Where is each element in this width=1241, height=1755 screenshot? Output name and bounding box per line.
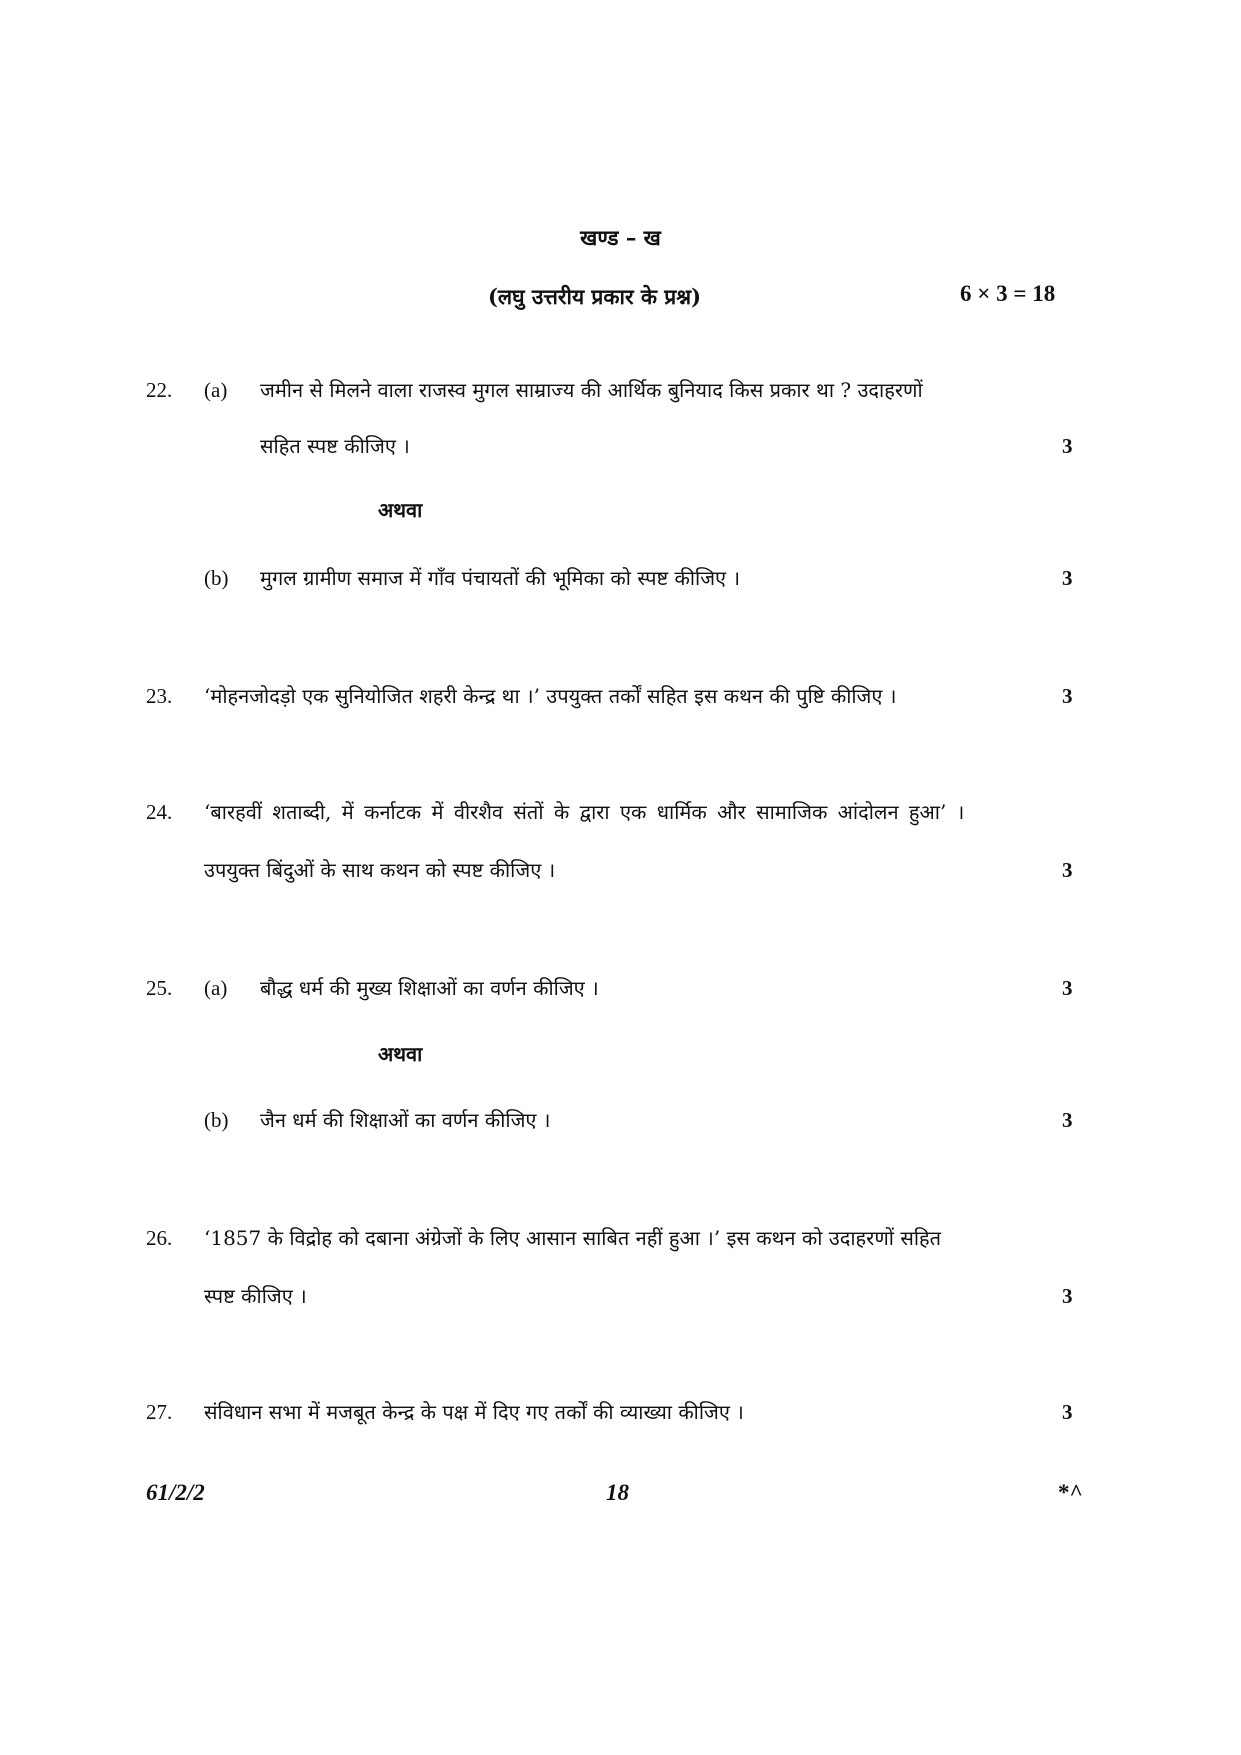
question-number: 23. xyxy=(146,684,173,708)
question-marks: 3 xyxy=(1062,434,1073,458)
question-text-line: जैन धर्म की शिक्षाओं का वर्णन कीजिए । xyxy=(260,1108,551,1132)
question-number: 25. xyxy=(146,976,173,1000)
question-marks: 3 xyxy=(1062,1108,1073,1132)
section-subtitle: (लघु उत्तरीय प्रकार के प्रश्न) xyxy=(488,284,702,309)
question-text-line: जमीन से मिलने वाला राजस्व मुगल साम्राज्य की आर्थिक बुनियाद किस प्रकार था ? उदाहरणों xyxy=(260,378,923,402)
question-marks: 3 xyxy=(1062,1284,1073,1308)
question-text-line: बौद्ध धर्म की मुख्य शिक्षाओं का वर्णन कीजिए । xyxy=(260,976,599,1000)
section-title: खण्ड – ख xyxy=(580,225,661,250)
question-part-label: (b) xyxy=(204,1108,229,1132)
question-marks: 3 xyxy=(1062,1400,1073,1424)
page-number: 18 xyxy=(606,1480,629,1505)
or-label: अथवा xyxy=(378,1042,423,1066)
question-number: 22. xyxy=(146,378,173,402)
question-marks: 3 xyxy=(1062,976,1073,1000)
paper-code: 61/2/2 xyxy=(146,1480,205,1505)
question-number: 27. xyxy=(146,1400,173,1424)
question-text-line: उपयुक्त बिंदुओं के साथ कथन को स्पष्ट कीजिए । xyxy=(204,858,556,882)
question-part-label: (b) xyxy=(204,566,229,590)
question-text-line: सहित स्पष्ट कीजिए । xyxy=(260,434,410,458)
question-number: 24. xyxy=(146,800,173,824)
question-text-line: ‘1857 के विद्रोह को दबाना अंग्रेजों के लिए आसान साबित नहीं हुआ ।’ इस कथन को उदाहरणों सहित xyxy=(204,1226,942,1250)
question-part-label: (a) xyxy=(204,378,228,402)
or-label: अथवा xyxy=(378,498,423,522)
footer-mark: *^ xyxy=(1058,1480,1083,1505)
section-marks-formula: 6 × 3 = 18 xyxy=(960,281,1056,306)
question-marks: 3 xyxy=(1062,684,1073,708)
question-text-line: स्पष्ट कीजिए । xyxy=(204,1284,307,1308)
question-number: 26. xyxy=(146,1226,173,1250)
question-part-label: (a) xyxy=(204,976,228,1000)
question-marks: 3 xyxy=(1062,566,1073,590)
question-text-line: संविधान सभा में मजबूत केन्द्र के पक्ष में दिए गए तर्कों की व्याख्या कीजिए । xyxy=(204,1400,744,1424)
question-marks: 3 xyxy=(1062,858,1073,882)
question-text-line: ‘बारहवीं शताब्दी, में कर्नाटक में वीरशैव संतों के द्वारा एक धार्मिक और सामाजिक आंदोलन हुआ’ । xyxy=(204,800,965,824)
question-text-line: मुगल ग्रामीण समाज में गाँव पंचायतों की भूमिका को स्पष्ट कीजिए । xyxy=(260,566,741,590)
question-text-line: ‘मोहनजोदड़ो एक सुनियोजित शहरी केन्द्र था ।’ उपयुक्त तर्कों सहित इस कथन की पुष्टि कीजिए । xyxy=(204,684,897,708)
